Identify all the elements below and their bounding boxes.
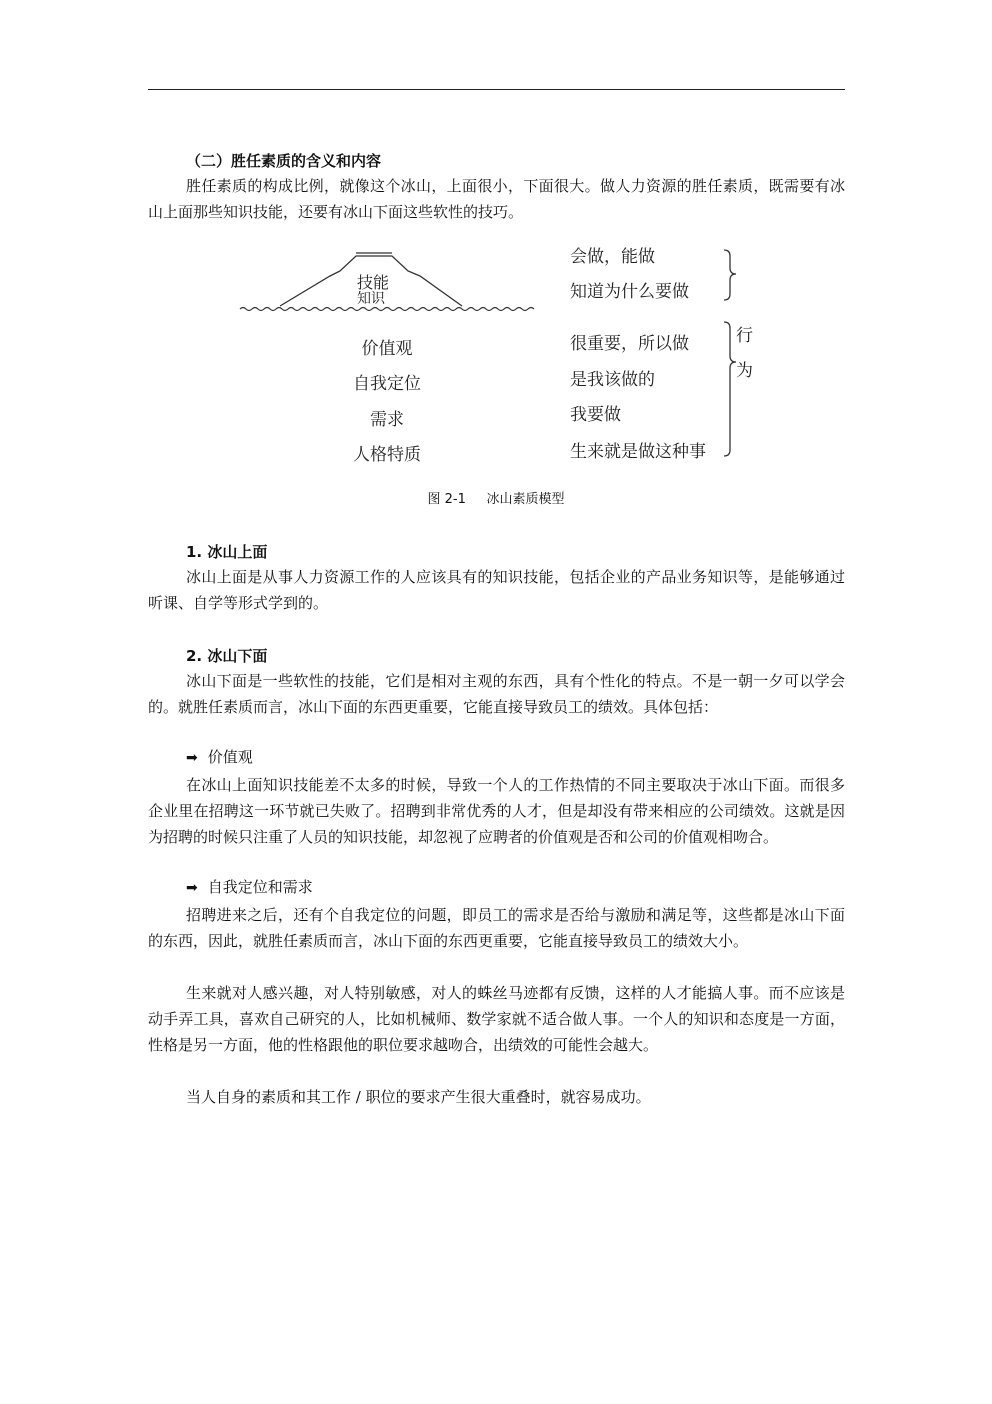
figure-caption: 图 2-1 冰山素质模型 [427, 492, 565, 507]
below-item-values: 价值观 [361, 339, 413, 359]
bracket-upper [724, 250, 736, 300]
bracket-label-1: 行 [736, 326, 753, 346]
peak-label-knowledge: 知识 [357, 291, 385, 307]
right-item-should-do: 是我该做的 [570, 370, 655, 390]
self-position-paragraph: 招聘进来之后，还有个自我定位的问题，即员工的需求是否给与激励和满足等，这些都是冰山下面的东西，因此，就胜任素质而言，冰山下面的东西更重要，它能直接导致员工的绩效大小。 [148, 906, 845, 950]
arrow-right-icon: ➡ [186, 750, 198, 766]
arrow-right-icon: ➡ [186, 880, 198, 896]
values-paragraph: 在冰山上面知识技能差不太多的时候，导致一个人的工作热情的不同主要取决于冰山下面。而很多企业里在招聘这一环节就已失败了。招聘到非常优秀的人才，但是却没有带来相应的公司绩效。这就是因为招聘的时候只注重了人员的知识技能，却忽视了应聘者的价值观是否和公司的价值观相吻合。 [148, 776, 845, 846]
closing-paragraph: 当人自身的素质和其工作 / 职位的要求产生很大重叠时，就容易成功。 [186, 1088, 651, 1106]
right-item-can-do: 会做，能做 [570, 247, 655, 267]
bracket-label-2: 为 [736, 361, 753, 381]
right-item-know-why: 知道为什么要做 [570, 282, 689, 302]
part1-title: 1. 冰山上面 [186, 543, 268, 561]
bullet-values [186, 746, 253, 767]
below-item-needs: 需求 [370, 410, 404, 430]
part2-title: 2. 冰山下面 [186, 647, 268, 665]
iceberg-figure [0, 0, 992, 480]
right-item-born-to-do: 生来就是做这种事 [570, 442, 706, 462]
bracket-lower [724, 322, 736, 456]
section-title: （二）胜任素质的含义和内容 [186, 152, 382, 170]
right-item-important: 很重要，所以做 [570, 334, 689, 354]
peak-label-skills: 技能 [356, 273, 390, 292]
water-line [240, 308, 534, 311]
intro-paragraph: 胜任素质的构成比例，就像这个冰山，上面很小，下面很大。做人力资源的胜任素质，既需要有冰山上面那些知识技能，还要有冰山下面这些软性的技巧。 [148, 177, 845, 221]
bullet-self-position-label: 自我定位和需求 [207, 878, 313, 896]
bullet-values-label: 价值观 [207, 748, 253, 766]
personality-paragraph: 生来就对人感兴趣，对人特别敏感，对人的蛛丝马迹都有反馈，这样的人才能搞人事。而不应该是动手弄工具，喜欢自己研究的人，比如机械师、数学家就不适合做人事。一个人的知识和态度是一方面，性格是另一方面，他的性格跟他的职位要求越吻合，出绩效的可能性会越大。 [148, 984, 845, 1054]
below-item-personality: 人格特质 [353, 445, 421, 465]
bullet-self-position [186, 876, 313, 897]
below-item-self-position: 自我定位 [353, 374, 421, 394]
right-item-want-do: 我要做 [570, 405, 621, 425]
part1-paragraph: 冰山上面是从事人力资源工作的人应该具有的知识技能，包括企业的产品业务知识等，是能够通过听课、自学等形式学到的。 [148, 568, 845, 612]
part2-paragraph: 冰山下面是一些软性的技能，它们是相对主观的东西，具有个性化的特点。不是一朝一夕可以学会的。就胜任素质而言，冰山下面的东西更重要，它能直接导致员工的绩效。具体包括： [148, 672, 845, 716]
